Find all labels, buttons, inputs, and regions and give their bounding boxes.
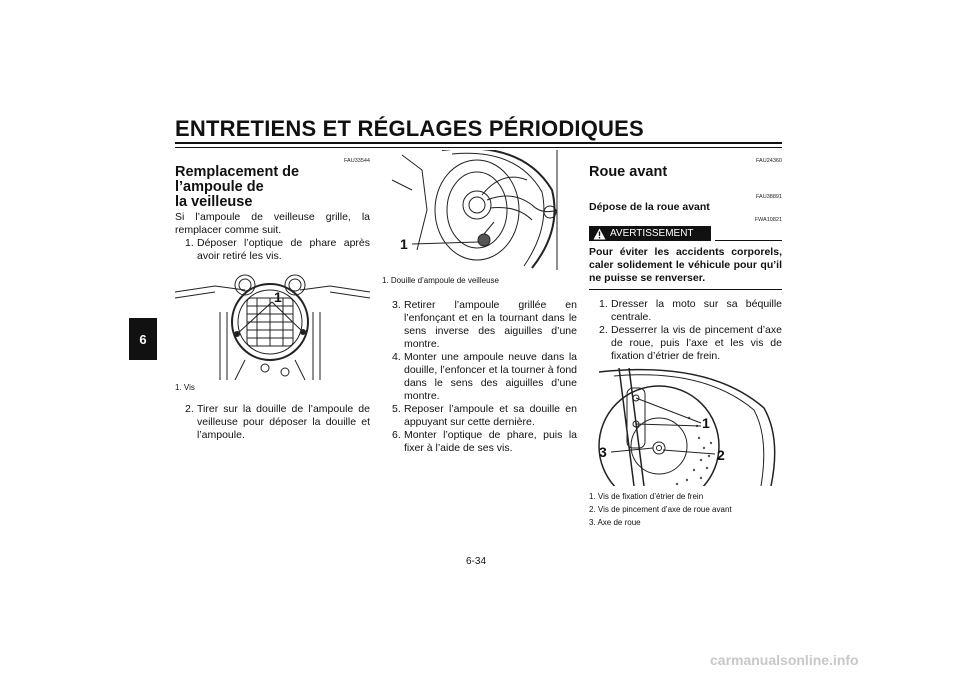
figure3-caption: 2. Vis de pincement d’axe de roue avant [589,505,732,514]
subsection-title: Dépose de la roue avant [589,201,710,213]
section-title-line2: la veilleuse [175,194,253,210]
warning-rule [715,240,782,241]
figure3-caption: 1. Vis de fixation d’étrier de frein [589,492,704,501]
figure3-caption: 3. Axe de roue [589,518,641,527]
warning-end-rule [589,289,782,290]
figure-headlight [175,272,370,380]
figure3-callout-2: 2 [717,447,725,463]
step-number: 1. [185,237,194,249]
step-text: Monter l’optique de phare, puis la fixer à l’aide de ses vis. [404,429,577,454]
section-code: FAU24360 [756,158,782,164]
warning-triangle-icon [593,228,606,240]
step-5 [382,403,577,429]
section-title-line1: Remplacement de l’ampoule de [175,164,300,195]
chapter-tab: 6 [129,318,157,360]
step-text: Monter une ampoule neuve dans la douille, l’enfoncer et la tourner à fond dans le sens des aiguilles d’une montre. [404,351,577,402]
step-2 [589,324,782,363]
step-text: Desserrer la vis de pincement d’axe de roue, puis l’axe et les vis de fixation d’étrier de frein. [611,324,782,362]
warning-header [589,226,782,242]
bulb-socket-illustration [382,150,577,270]
figure1-caption: 1. Vis [175,383,195,392]
steps-list [589,298,782,363]
step-number: 2. [185,403,194,415]
step-number: 6. [392,429,401,441]
warning-badge [589,226,711,241]
step-number: 3. [392,299,401,311]
figure2-caption: 1. Douille d’ampoule de veilleuse [382,276,499,285]
step-2 [175,403,370,442]
step-number: 2. [599,324,608,336]
intro-text: Si l’ampoule de veilleuse grille, la remplacer comme suit. [175,211,370,236]
step-number: 5. [392,403,401,415]
step-1 [175,237,370,263]
headlight-illustration [175,272,370,380]
warning-code: FWA10821 [754,217,782,223]
section-code: FAU33544 [344,158,370,164]
page-header-title: ENTRETIENS ET RÉGLAGES PÉRIODIQUES [175,116,644,141]
middle-column [382,150,577,455]
figure-front-wheel [589,368,782,486]
figure3-callout-1: 1 [702,415,710,431]
step-1 [589,298,782,324]
step-text: Déposer l’optique de phare après avoir retiré les vis. [197,237,370,262]
left-column [175,150,370,442]
step-4 [382,351,577,403]
figure3-captions [589,491,782,528]
figure3-callout-3: 3 [599,444,607,460]
warning-text: Pour éviter les accidents corporels, caler solidement le véhicule pour qu’il ne puisse se renverser. [589,246,782,284]
step-text: Retirer l’ampoule grillée en l’enfonçant et en la tournant dans le sens inverse des aiguilles d’une montre. [404,299,577,350]
step-number: 1. [599,298,608,310]
step-6 [382,429,577,455]
subsection-code: FAU38891 [756,194,782,200]
right-column [589,150,782,528]
front-wheel-illustration [589,368,782,486]
watermark: carmanualsonline.info [710,652,859,668]
header-rule-thin [175,147,782,148]
figure1-callout: 1 [274,289,282,305]
figure-bulb-socket [382,150,577,270]
steps-list [382,299,577,455]
section-title: Roue avant [589,164,668,180]
figure2-callout: 1 [400,236,408,252]
step-3 [382,299,577,351]
step-text: Tirer sur la douille de l’ampoule de veilleuse pour déposer la douille et l’ampoule. [197,403,370,441]
header-rule [175,142,782,144]
step-text: Dresser la moto sur sa béquille centrale. [611,298,782,323]
step-text: Reposer l’ampoule et sa douille en appuyant sur cette dernière. [404,403,577,428]
page-number: 6-34 [466,556,487,567]
section-title [175,165,370,210]
warning-label: AVERTISSEMENT [610,228,694,239]
step-number: 4. [392,351,401,363]
